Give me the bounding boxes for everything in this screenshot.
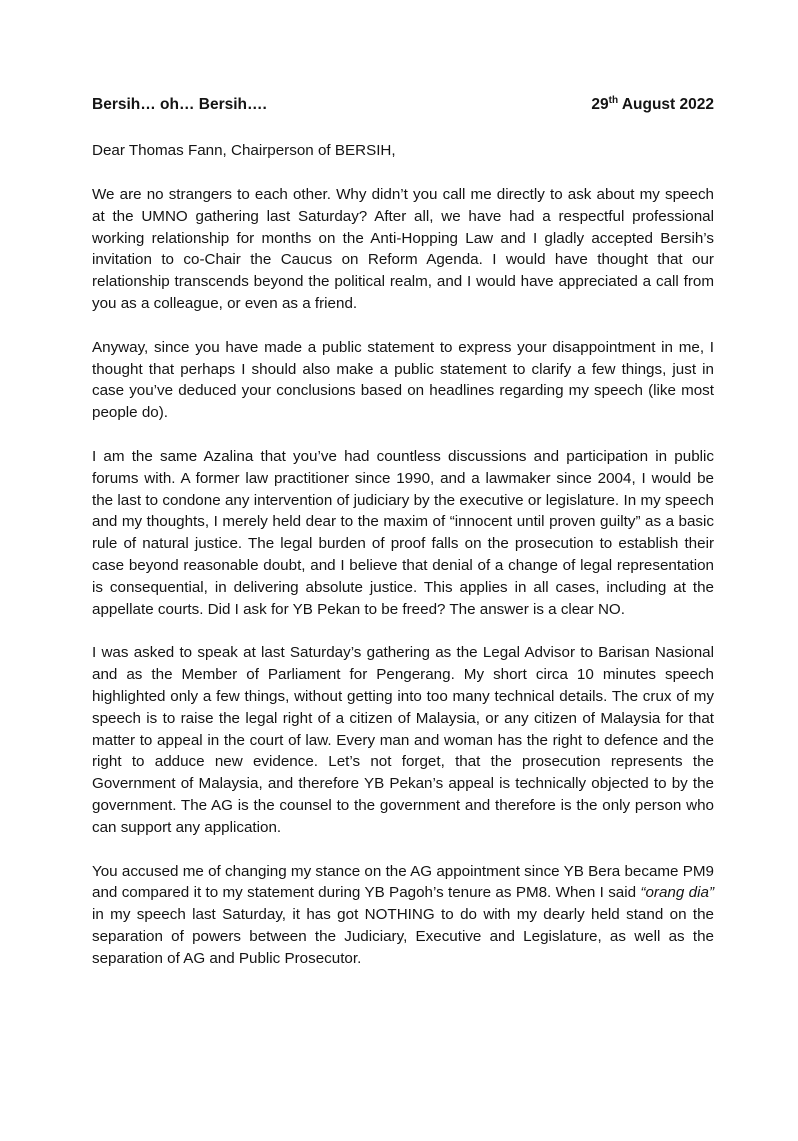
- paragraph-4: I was asked to speak at last Saturday’s gathering as the Legal Advisor to Barisan Nasional and as the Member of Parliament for Pengerang. My short circa 10 minutes speech highlighted only a few things, without getting into too many technical details. The crux of my speech is to raise the legal right of a citizen of Malaysia, or any citizen of Malaysia for that matter to appeal in the court of law. Every man and woman has the right to defence and the right to adduce new evidence. Let’s not forget, that the prosecution represents the Government of Malaysia, and therefore YB Pekan’s appeal is technically objected to by the government. The AG is the counsel to the government and therefore is the only person who can support any application.: [92, 644, 714, 836]
- letter-page: [92, 94, 714, 992]
- paragraph-5-italic-quote: “orang dia”: [640, 884, 714, 902]
- paragraph-3: I am the same Azalina that you’ve had countless discussions and participation in public forums with. A former law practitioner since 1990, and a lawmaker since 2004, I would be the last to condone any intervention of judiciary by the executive or legislature. In my speech and my thoughts, I merely held dear to the maxim of “innocent until proven guilty” as a basic rule of natural justice. The legal burden of proof falls on the prosecution to establish their case beyond reasonable doubt, and I believe that denial of a change of legal representation is consequential, in delivering absolute justice. This applies in all cases, including at the appellate courts. Did I ask for YB Pekan to be freed? The answer is a clear NO.: [92, 447, 714, 618]
- paragraph-1: We are no strangers to each other. Why didn’t you call me directly to ask about my speech at the UMNO gathering last Saturday? After all, we have had a respectful professional working relationship for months on the Anti-Hopping Law and I gladly accepted Bersih’s invitation to co-Chair the Caucus on Reform Agenda. I would have thought that our relationship transcends beyond the political realm, and I would have appreciated a call from you as a colleague, or even as a friend.: [92, 186, 714, 312]
- letter-title: Bersih… oh… Bersih….: [92, 96, 267, 113]
- paragraph-5-start: You accused me of changing my stance on the AG appointment since YB Bera became PM9 and compared it to my statement during YB Pagoh’s tenure as PM8. When I said: [92, 862, 714, 902]
- date-day: 29: [591, 96, 609, 113]
- letter-header: [92, 94, 714, 116]
- paragraph-5-end: in my speech last Saturday, it has got NOTHING to do with my dearly held stand on the separation of powers between the Judiciary, Executive and Legislature, as well as the separation of AG and Public Prosecutor.: [92, 906, 714, 967]
- paragraph-5: [92, 861, 714, 970]
- salutation: Dear Thomas Fann, Chairperson of BERSIH,: [92, 142, 396, 159]
- letter-date: [591, 94, 714, 116]
- date-suffix: th: [608, 94, 619, 106]
- paragraph-2: Anyway, since you have made a public statement to express your disappointment in me, I thought that perhaps I should also make a public statement to clarify a few things, just in case you’ve deduced your conclusions based on headlines regarding my speech (like most people do).: [92, 338, 714, 422]
- date-month-year: August 2022: [618, 96, 714, 113]
